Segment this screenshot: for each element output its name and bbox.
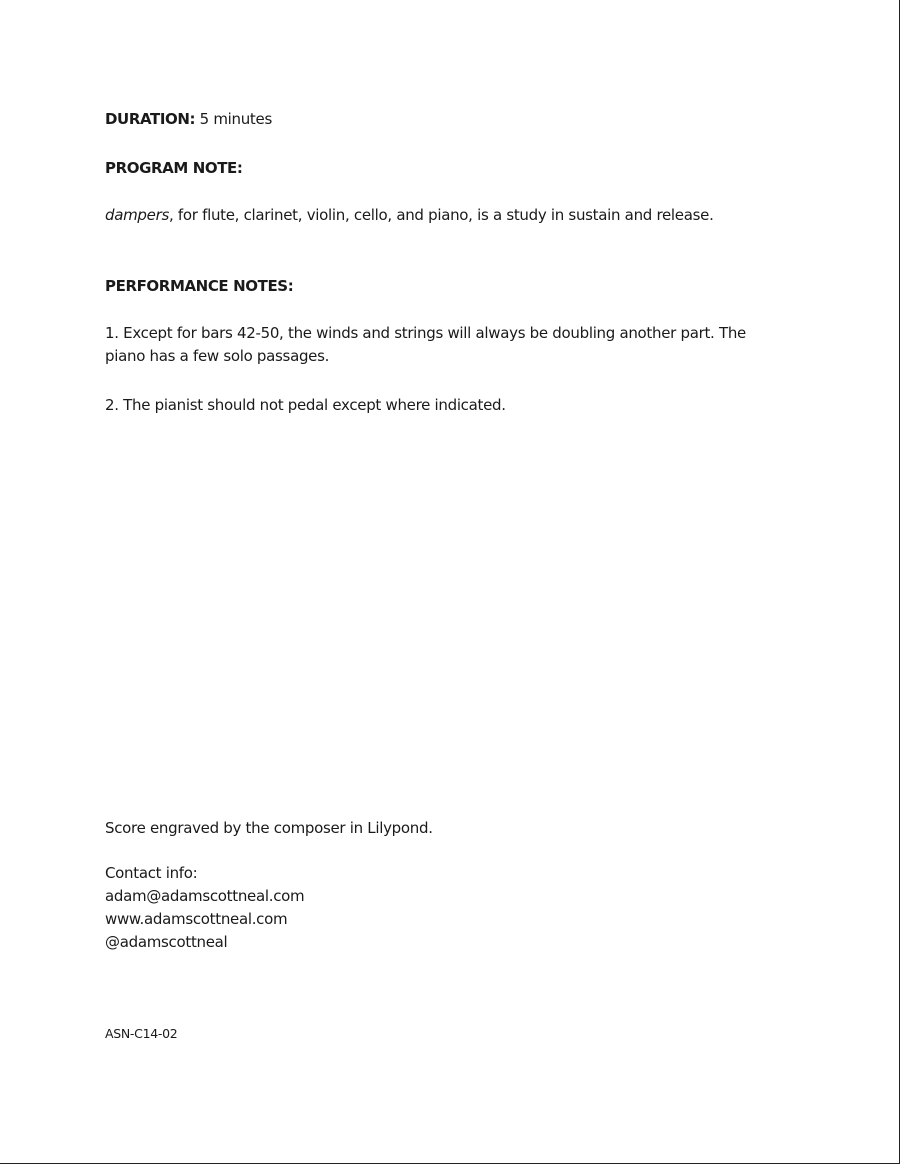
performance-notes-heading: PERFORMANCE NOTES: bbox=[105, 277, 294, 295]
contact-info bbox=[105, 862, 304, 954]
duration-line bbox=[105, 110, 272, 128]
contact-email: adam@adamscottneal.com bbox=[105, 887, 305, 905]
catalog-code: ASN-C14-02 bbox=[105, 1026, 178, 1041]
contact-label: Contact info: bbox=[105, 864, 198, 882]
contact-handle: @adamscottneal bbox=[105, 933, 228, 951]
program-note-heading: PROGRAM NOTE: bbox=[105, 159, 243, 177]
performance-note-1-line-1: 1. Except for bars 42-50, the winds and strings will always be doubling another part. The bbox=[105, 324, 746, 342]
performance-note-1 bbox=[105, 322, 746, 368]
performance-note-2: 2. The pianist should not pedal except where indicated. bbox=[105, 396, 506, 414]
engraving-credit: Score engraved by the composer in Lilypond. bbox=[105, 819, 433, 837]
performance-note-1-line-2: piano has a few solo passages. bbox=[105, 347, 330, 365]
program-note-text bbox=[105, 206, 714, 224]
program-note-body: , for flute, clarinet, violin, cello, and piano, is a study in sustain and release. bbox=[168, 206, 714, 224]
program-note-title: dampers bbox=[105, 206, 169, 224]
duration-label: DURATION: bbox=[105, 110, 196, 128]
duration-value: 5 minutes bbox=[199, 110, 272, 128]
contact-website: www.adamscottneal.com bbox=[105, 910, 288, 928]
